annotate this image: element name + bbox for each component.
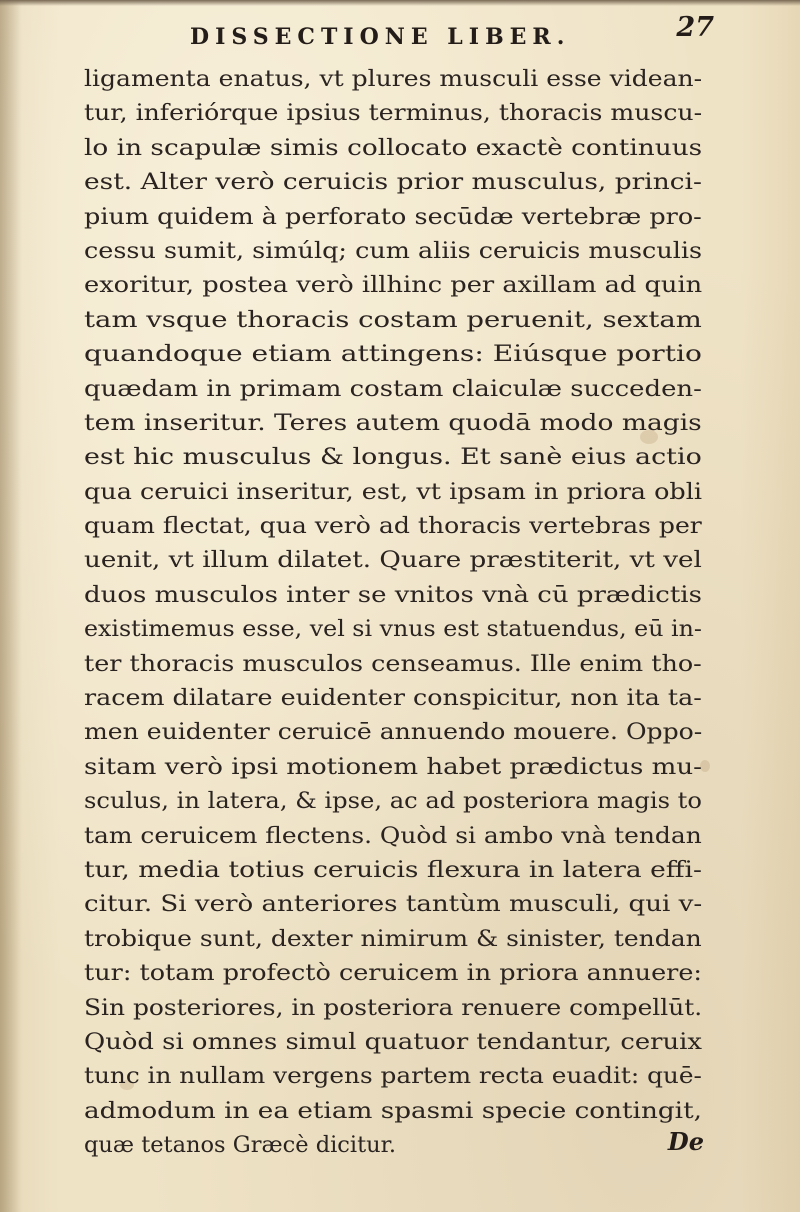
- text-line: uenit, vt illum dilatet. Quare præstiterit, vt vel: [84, 547, 702, 574]
- text-line: quandoque etiam attingens: Eiúsque portio: [84, 341, 702, 368]
- running-head: DISSECTIONE LIBER.: [190, 24, 571, 50]
- text-line: est. Alter verò ceruicis prior musculus, princi-: [84, 169, 702, 196]
- text-line: lo in scapulæ simis collocato exactè continuus: [84, 134, 703, 161]
- text-line: tunc in nullam vergens partem recta euadit: quē-: [84, 1063, 702, 1090]
- text-line: tur, inferiórque ipsius terminus, thoracis muscu-: [84, 100, 703, 127]
- text-line: quæ tetanos Græcè dicitur.: [84, 1132, 397, 1159]
- text-line: pium quidem à perforato secūdæ vertebræ pro-: [84, 203, 702, 230]
- text-line: sculus, in latera, & ipse, ac ad posteriora magis to: [84, 788, 702, 815]
- text-line: citur. Si verò anteriores tantùm musculi, qui v-: [84, 891, 703, 918]
- body-text: [84, 62, 704, 1163]
- gutter-shadow: [0, 0, 22, 1212]
- text-line: racem dilatare euidenter conspicitur, non ita ta-: [84, 685, 702, 712]
- text-line: ter thoracis musculos censeamus. Ille enim tho-: [84, 650, 702, 677]
- text-line: tur: totam profectò ceruicem in priora annuere:: [84, 960, 702, 987]
- text-line: tam vsque thoracis costam peruenit, sextam: [84, 306, 702, 333]
- page-top-edge: [0, 0, 800, 6]
- text-line: Quòd si omnes simul quatuor tendantur, ceruix: [84, 1028, 703, 1055]
- text-line: tem inseritur. Teres autem quodā modo magis: [84, 409, 702, 436]
- text-line: cessu sumit, simúlq; cum aliis ceruicis musculis: [84, 237, 703, 264]
- text-line: admodum in ea etiam spasmi specie contingit,: [84, 1097, 702, 1124]
- text-line: ligamenta enatus, vt plures musculi esse videan-: [84, 66, 703, 92]
- text-line: duos musculos inter se vnitos vnà cū prædictis: [84, 581, 702, 608]
- text-line: tam ceruicem flectens. Quòd si ambo vnà tendan: [84, 822, 702, 849]
- text-line: qua ceruici inseritur, est, vt ipsam in priora obli: [84, 478, 703, 505]
- text-line: est hic musculus & longus. Et sanè eius actio: [84, 444, 702, 471]
- text-line: Sin posteriores, in posteriora renuere compellūt.: [84, 994, 703, 1021]
- text-line: trobique sunt, dexter nimirum & sinister, tendan: [84, 925, 702, 952]
- catchword: De: [667, 1127, 704, 1156]
- text-line: men euidenter ceruicē annuendo mouere. Oppo-: [84, 719, 703, 746]
- text-line: tur, media totius ceruicis flexura in latera effi-: [84, 856, 702, 883]
- text-line: exoritur, postea verò illhinc per axillam ad quin: [84, 272, 703, 299]
- text-line: sitam verò ipsi motionem habet prædictus mu-: [84, 753, 702, 780]
- text-line: quædam in primam costam claiculæ succeden-: [84, 375, 702, 402]
- page-number: 27: [676, 12, 714, 43]
- text-line: existimemus esse, vel si vnus est statuendus, eū in-: [84, 616, 702, 643]
- text-line: quam flectat, qua verò ad thoracis vertebras per: [84, 513, 702, 540]
